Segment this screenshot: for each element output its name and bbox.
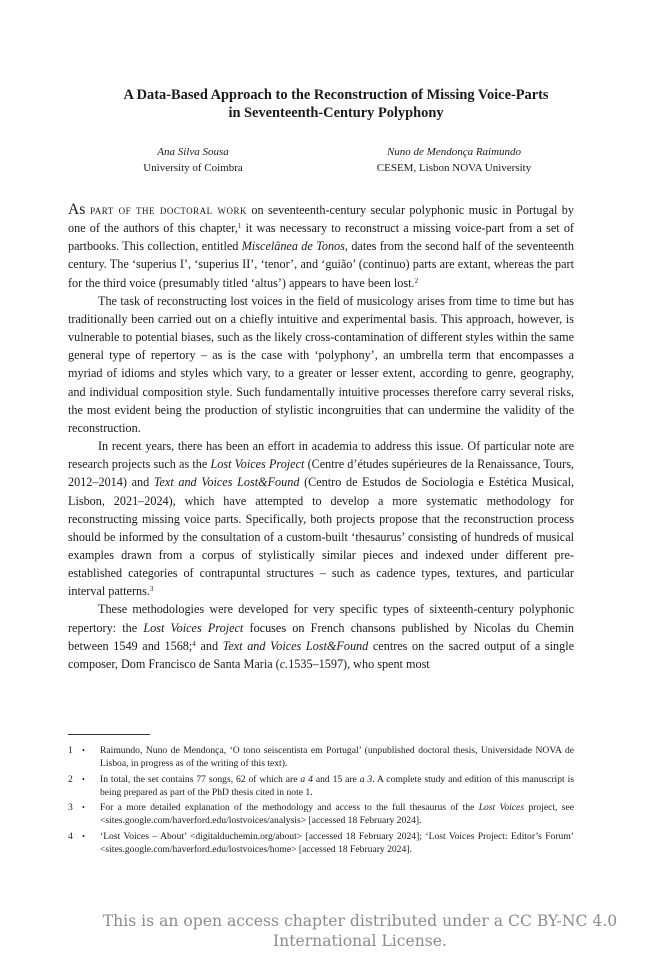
footnote-2 [68, 773, 574, 800]
title-line-2: in Seventeenth-Century Polyphony [228, 105, 444, 121]
footnote-number: 1 [68, 745, 73, 756]
project-title: Text and Voices Lost&Found [153, 475, 300, 490]
opening-small-caps: As part of the doctoral work [68, 201, 247, 218]
footnote-1 [68, 744, 574, 771]
footnote-bullet: • [82, 831, 85, 841]
author-name: Nuno de Mendonça Raimundo [386, 146, 522, 158]
project-title: Lost Voices Project [143, 620, 244, 635]
footnote-bullet: • [82, 746, 85, 755]
footnote-text: For a more detailed explanation of the methodology and access to the full thesaurus of the Lost Voices project, see <sites.google.com/haverford.edu/lostvoices/analysis> [accessed 18 February 2024]. [100, 802, 574, 827]
footnote-rule [68, 734, 150, 735]
body-text [68, 201, 574, 673]
title-line-1: A Data-Based Approach to the Reconstruction of Missing Voice-Parts [123, 87, 549, 103]
footnote-text: In total, the set contains 77 songs, 62 of which are a 4 and 15 are a 3. A complete study and edition of this manuscript is being prepared as part of the PhD thesis cited in note 1. [100, 773, 574, 798]
chapter-title [60, 86, 612, 122]
manuscript-title: Miscelânea de Tonos [241, 239, 345, 254]
footnote-text: Raimundo, Nuno de Mendonça, ‘O tono seiscentista em Portugal’ (unpublished doctoral thesis, Universidade NOVA de Lisboa, in progress as of the writing of this text). [100, 745, 574, 770]
initial-letters: As [68, 201, 86, 218]
footnote-4 [68, 830, 574, 857]
footnote-ref-4[interactable]: 4 [192, 639, 196, 648]
paragraph-1: As part of the doctoral work on seventeenth-century secular polyphonic music in Portugal by one of the authors of this chapter,$^1$ it was necessary to reconstruct a missing voice-part from a set of partbooks. This collection, entitled Miscelânea de Tonos, dates from the second half of the seventeenth century. The ‘superius I’, ‘superius II’, ‘tenor’, and ‘guião’ (continuo) parts are extant, whereas the part for the third voice (presumably titled ‘altus’) appears to have been lost.$^2$ [68, 201, 574, 290]
author-block-1 [116, 144, 270, 176]
footnote-ref-2[interactable]: 2 [414, 276, 419, 285]
footnote-bullet: • [82, 774, 85, 784]
footnote-number: 2 [68, 773, 73, 785]
paragraph-4: These methodologies were developed for very specific types of sixteenth-century polyphonic repertory: the Lost Voices Project focuses on French chansons published by Nicolas du Chemin between 1549 and 1568;$^4$ and Text and Voices Lost&Found centres on the sacred output of a single composer, Dom Francisco de Santa Maria (c.1535–1597), who spent most [68, 602, 574, 671]
footnote-number: 4 [68, 830, 73, 842]
author-affiliation: University of Coimbra [143, 162, 243, 174]
footnotes [68, 744, 574, 858]
author-affiliation: CESEM, Lisbon NOVA University [376, 162, 532, 174]
author-name: Ana Silva Sousa [157, 146, 229, 158]
project-title: Text and Voices Lost&Found [222, 638, 369, 653]
paragraph-2: The task of reconstructing lost voices in the field of musicology arises from time to time but has traditionally been carried out on a chiefly intuitive and experimental basis. This approach, however, is vulnerable to potential biases, such as the likely cross-contamination of different styles within the same general type of repertory – as is the case with ‘polyphony’, an umbrella term that encompasses a myriad of idioms and styles which vary, to a greater or lesser extent, according to genre, geography, and individual composition style. Such fundamentally intuitive processes therefore carry several risks, the most evident being the production of stylistic incongruities that can undermine the validity of the reconstruction. [68, 293, 574, 435]
circa-abbrev: c. [279, 656, 289, 671]
footnote-3 [68, 801, 574, 828]
author-block-2 [352, 144, 556, 176]
footnote-text: ‘Lost Voices – About’ <digitalduchemin.org/about> [accessed 18 February 2024]; ‘Lost Voices Project: Editor’s Forum’ <sites.google.com/haverford.edu/lostvoices/home> [accessed 18 February 2024]. [100, 830, 574, 856]
footnote-ref-3[interactable]: 3 [149, 585, 154, 594]
footnote-bullet: • [82, 803, 85, 813]
footnote-ref-1[interactable]: 1 [237, 222, 242, 231]
license-notice: This is an open access chapter distributed under a CC BY-NC 4.0 International License. [102, 912, 618, 950]
paragraph-3: In recent years, there has been an effort in academia to address this issue. Of particular note are research projects such as the Lost Voices Project (Centre d’études supérieures de la Renaissance, Tours, 2012–2014) and Text and Voices Lost&Found (Centro de Estudos de Sociologia e Estética Musical, Lisbon, 2021–2024), which have attempted to develop a more systematic methodology for reconstructing missing voice parts. Specifically, both projects propose that the reconstruction process should be informed by the consultation of a custom-built ‘thesaurus’ consisting of hundreds of musical examples drawn from a corpus of stylistically similar pieces and indexed under different pre-established categories of contrapuntal structures – such as cadence types, textures, and particular interval patterns.$^3$ [68, 439, 574, 599]
project-title: Lost Voices Project [210, 457, 305, 472]
footnote-number: 3 [68, 802, 73, 814]
